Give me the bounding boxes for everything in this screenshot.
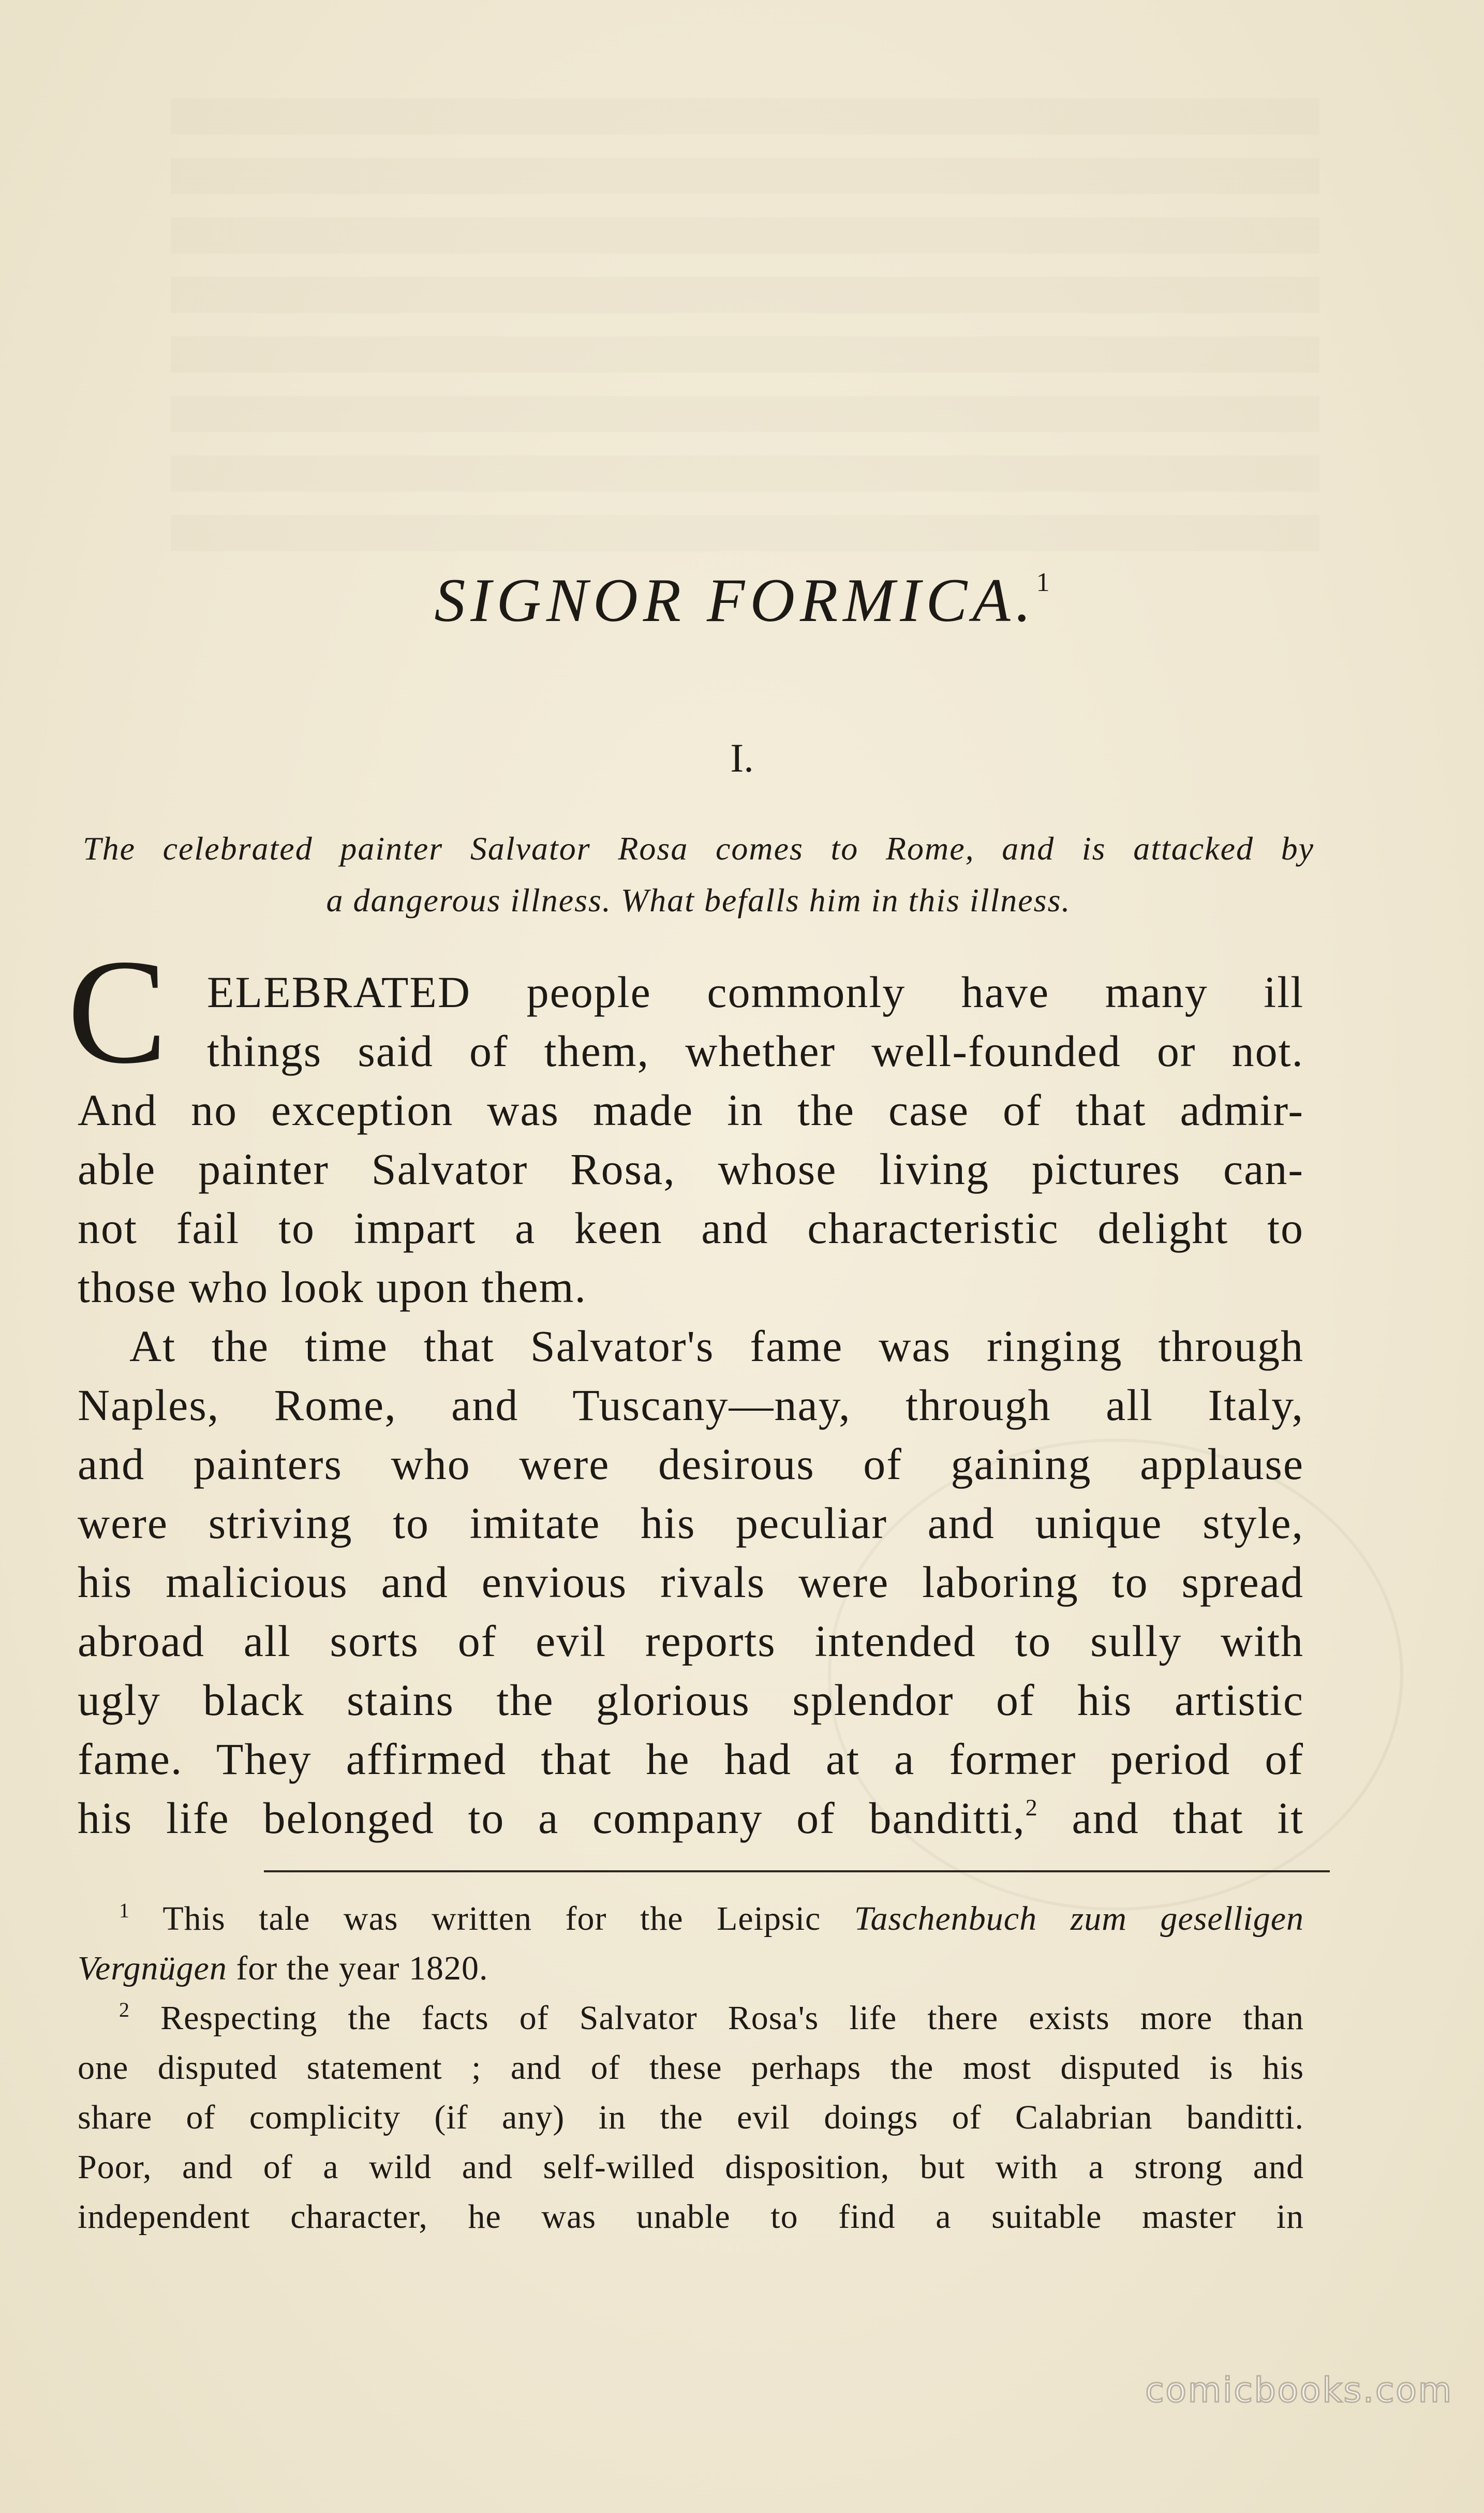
text-fragment: Respecting the facts of Salvator Rosa's life there exists more than [160, 1999, 1304, 2037]
chapter-summary-line: The celebrated painter Salvator Rosa comes to Rome, and is attacked by [83, 830, 1314, 867]
text-line: not fail to impart a keen and characteristic delight to [78, 1203, 1304, 1253]
italic-title: Taschenbuch zum geselligen [854, 1900, 1304, 1938]
footnote-2-line: one disputed statement ; and of these perhaps the most disputed is his [78, 2049, 1304, 2087]
text-line: And no exception was made in the case of that admir- [78, 1085, 1304, 1135]
paragraph-2 [78, 1317, 1304, 1847]
text-line [78, 1788, 1304, 1847]
story-title [0, 564, 1484, 637]
italic-title: Vergnügen [78, 1949, 227, 1987]
text-line: those who look upon them. [78, 1262, 587, 1312]
text-fragment: for the year 1820. [227, 1949, 488, 1987]
footnote-divider [264, 1870, 1330, 1872]
footnote-marker: 2 [119, 1998, 130, 2021]
footnote-2-line [78, 1993, 1304, 2043]
chapter-summary [83, 823, 1314, 926]
text-line: were striving to imitate his peculiar and unique style, [78, 1498, 1304, 1548]
footnote-2-line: Poor, and of a wild and self-willed disposition, but with a strong and [78, 2148, 1304, 2186]
text-line: ugly black stains the glorious splendor of his artistic [78, 1675, 1304, 1725]
text-line: At the time that Salvator's fame was ringing through [129, 1321, 1304, 1371]
text-line: ELEBRATED people commonly have many ill [207, 967, 1304, 1017]
text-line: able painter Salvator Rosa, whose living pictures can- [78, 1144, 1304, 1194]
footnote-1-line [78, 1944, 1304, 1993]
footnote-ref-2[interactable]: 2 [1025, 1794, 1038, 1821]
text-fragment: his life belonged to a company of banditti, [78, 1793, 1026, 1843]
drop-cap: C [67, 928, 168, 1095]
chapter-number: I. [730, 735, 754, 780]
show-through-text [171, 98, 1319, 554]
footnote-2-line: share of complicity (if any) in the evil doings of Calabrian banditti. [78, 2098, 1304, 2136]
footnote-marker: 1 [119, 1899, 130, 1922]
text-line: and painters who were desirous of gaining applause [78, 1439, 1304, 1489]
footnote-1-line [78, 1894, 1304, 1944]
title-footnote-ref[interactable]: 1 [1036, 568, 1050, 597]
text-line: his malicious and envious rivals were laboring to spread [78, 1557, 1304, 1607]
text-line: things said of them, whether well-founded or not. [207, 1026, 1304, 1076]
chapter-summary-line: a dangerous illness. What befalls him in this illness. [326, 882, 1071, 919]
footnotes [78, 1894, 1304, 2242]
site-watermark: comicbooks.com [1145, 2370, 1453, 2410]
text-fragment: This tale was written for the Leipsic [162, 1900, 854, 1938]
paragraph-1 [78, 963, 1304, 1317]
text-line: abroad all sorts of evil reports intended to sully with [78, 1616, 1304, 1666]
text-line: Naples, Rome, and Tuscany—nay, through all Italy, [78, 1380, 1304, 1430]
text-line: fame. They affirmed that he had at a former period of [78, 1734, 1304, 1784]
footnote-2-line: independent character, he was unable to find a suitable master in [78, 2198, 1304, 2236]
text-fragment: and that it [1038, 1793, 1304, 1843]
story-title-text: SIGNOR FORMICA. [434, 566, 1036, 634]
